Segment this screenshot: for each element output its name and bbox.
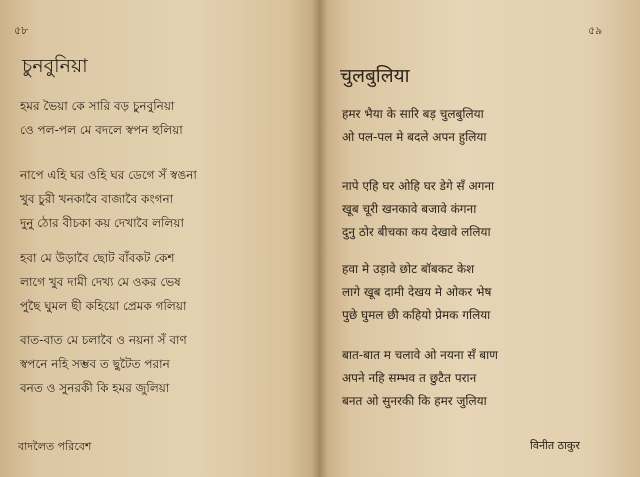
stanza-2-right [342, 175, 494, 244]
poem-line: খুব চুরী খনকাবৈ বাজাবৈ কংগনা [20, 192, 174, 206]
poem-line: হবা মে উড়াবৈ ছোট বাঁবকট কেশ [20, 251, 175, 265]
page-number-right: ৫৯ [588, 24, 603, 37]
poem-line: নাপে এহি ঘর ওহি ঘর ডেগে সঁ স্বঙনা [20, 168, 197, 182]
poem-line: ओ पल-पल मे बदले अपन हुलिया [342, 130, 487, 144]
poem-line: লাগে খুব দামী দেখ্য মে ওকর ভেষ [20, 275, 181, 289]
poem-line: हवा मे उड़ावे छोट बॉबकट केश [342, 262, 475, 276]
poem-line: खूब चूरी खनकावे बजावे कंगना [342, 202, 477, 216]
stanza-3-right [342, 258, 491, 327]
poem-line: ওে পল-পল মে বদলে স্বপন হুলিয়া [20, 123, 183, 137]
stanza-1-left [20, 94, 183, 142]
stanza-4-left [20, 328, 187, 400]
poem-line: স্বপনে নহি সম্ভব ত ছুটৈত পরান [20, 357, 170, 371]
footer-right: विनीत ठाकुर [530, 439, 580, 452]
book-gutter [312, 0, 328, 477]
poem-line: দুনু ঠোর বীচকা কয় দেখাবৈ ললিয়া [20, 216, 184, 230]
poem-line: पुछे घुमल छी कहियो प्रेमक गलिया [342, 308, 491, 322]
poem-line: नापे एहि घर ओहि घर डेगे सँ अगना [342, 179, 495, 193]
poem-line: लागे खूब दामी देखय मे ओकर भेष [342, 285, 492, 299]
stanza-4-right [342, 344, 498, 413]
stanza-3-left [20, 246, 186, 318]
poem-line: अपने नहि सम्भव त छुटैत परान [342, 371, 477, 385]
poem-line: বনত ও সুনরকী কি হমর জুলিয়া [20, 381, 170, 395]
footer-left: বাদলৈত পরিবেশ [18, 440, 92, 453]
stanza-1-right [342, 103, 486, 149]
page-number-left: ৫৮ [14, 24, 29, 37]
poem-line: বাত-বাত মে চলাবৈ ও নয়না সঁ বাণ [20, 333, 187, 347]
poem-line: बात-बात म चलावे ओ नयना सँ बाण [342, 348, 498, 362]
poem-line: हमर भैया के सारि बड़ चुलबुलिया [342, 107, 484, 121]
poem-line: दुनु ठोर बीचका कय देखावे ललिया [342, 225, 491, 239]
poem-line: পুছৈ ঘুমল ছী কহিয়ো প্রেমক গলিয়া [20, 299, 187, 313]
poem-line: হমর ভৈয়া কে সারি বড় চুনবুনিয়া [20, 99, 175, 113]
poem-title-devanagari: चुलबुलिया [340, 65, 410, 87]
poem-line: बनत ओ सुनरकी कि हमर जुलिया [342, 394, 487, 408]
stanza-2-left [20, 163, 197, 235]
right-page [320, 0, 640, 477]
poem-title-bengali: চুনবুনিয়া [22, 55, 88, 77]
